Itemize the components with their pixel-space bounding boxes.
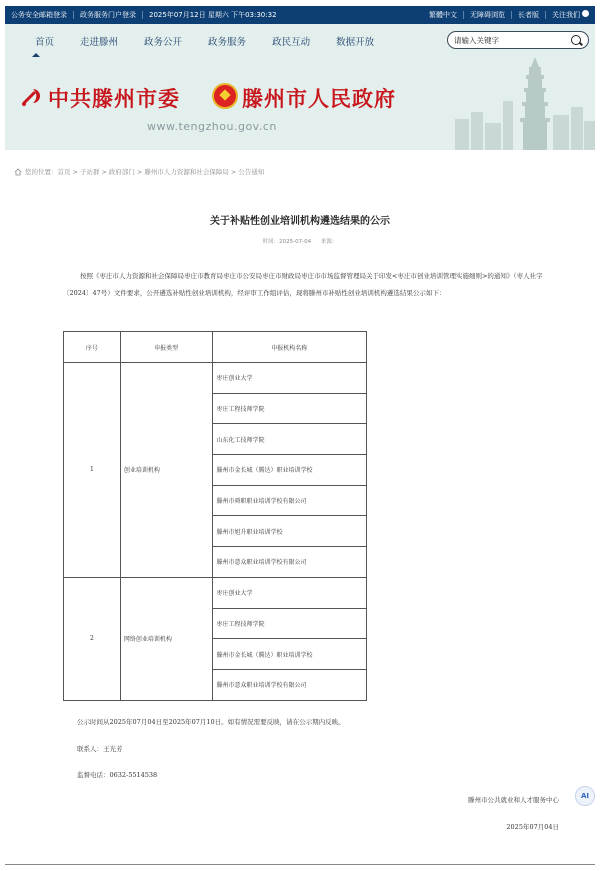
government-title: 滕州市人民政府 [242, 87, 396, 111]
row-index: 1 [64, 363, 121, 578]
follow-us-label: 关注我们 [552, 11, 580, 19]
breadcrumb-separator: > [72, 167, 78, 176]
ai-assistant-button[interactable]: AI [575, 786, 595, 806]
nav-gov-services[interactable]: 政务服务 [208, 36, 247, 48]
nav-interaction[interactable]: 政民互动 [272, 36, 311, 48]
breadcrumb-departments[interactable]: 政府部门 [108, 168, 135, 176]
national-emblem-icon [212, 83, 238, 109]
mailbox-login-link[interactable]: 公务安全邮箱登录 [11, 11, 67, 19]
search-icon[interactable] [571, 35, 582, 46]
search-box [447, 31, 589, 49]
col-header-index: 序号 [64, 332, 121, 363]
nav-about-tengzhou[interactable]: 走进滕州 [80, 36, 119, 48]
home-icon [14, 168, 22, 176]
table-header-row [64, 332, 367, 363]
search-input[interactable] [454, 36, 564, 45]
table-row [64, 363, 367, 394]
row-type: 网络创业培训机构 [120, 577, 212, 700]
notice-period: 公示时间从2025年07月04日至2025年07月10日。如有情况需要反映，请在公示期内反映。 [77, 718, 345, 726]
org-name: 滕州市金长城（腾达）职业培训学校 [212, 639, 367, 670]
breadcrumb-home[interactable]: 首页 [57, 168, 71, 176]
article-meta [5, 237, 595, 245]
article-title: 关于补贴性创业培训机构遴选结果的公示 [210, 216, 390, 227]
org-name: 滕州市意众职业培训学校有限公司 [212, 669, 367, 700]
site-header [5, 24, 595, 150]
article-source: 来源： [320, 239, 338, 245]
breadcrumb-separator: > [230, 167, 237, 176]
nav-gov-affairs[interactable]: 政务公开 [144, 36, 183, 48]
org-name: 枣庄工程技师学院 [212, 608, 367, 639]
date-time: 2025年07月12日 星期六 下午03:30:32 [149, 11, 277, 19]
accessibility-link[interactable]: 无障碍浏览 [470, 11, 505, 19]
follow-us-link[interactable] [546, 10, 595, 20]
org-name: 滕州市旭升职业培训学校 [212, 516, 367, 547]
article-intro: 按照《枣庄市人力资源和社会保障局枣庄市教育局枣庄市公安局枣庄市财政局枣庄市市场监督管理局关于印发<枣庄市创业培训管理实施细则>的通知》（枣人社字〔2024〕47号）文件要求，公开遴选补贴性创业培训机构，经评审工作组评估，现将滕州市补贴性创业培训机构遴选结果公示如下： [63, 272, 543, 297]
breadcrumb-separator: > [101, 167, 107, 176]
top-utility-bar [5, 6, 595, 24]
party-emblem-icon [19, 85, 43, 109]
org-name: 枣庄创业大学 [212, 363, 367, 394]
traditional-chinese-link[interactable]: 繁體中文 [429, 11, 457, 19]
row-index: 2 [64, 577, 121, 700]
breadcrumb-notices[interactable]: 公告通知 [238, 168, 265, 176]
col-header-type: 申报类型 [120, 332, 212, 363]
breadcrumb-prefix: 您的位置： [25, 168, 58, 176]
site-url: www.tengzhou.gov.cn [147, 120, 277, 133]
party-committee-title: 中共滕州市委 [48, 87, 180, 111]
org-name: 枣庄创业大学 [212, 577, 367, 608]
signing-organization: 滕州市公共就业和人才服务中心 [468, 796, 559, 804]
breadcrumb-substations[interactable]: 子站群 [79, 168, 100, 176]
pagoda-skyline-image [455, 57, 595, 150]
article-page [5, 150, 595, 865]
org-name: 枣庄工程技师学院 [212, 393, 367, 424]
org-name: 山东化工技师学院 [212, 424, 367, 455]
wechat-icon [582, 10, 589, 17]
results-table [63, 331, 367, 701]
org-name: 滕州市舜职职业培训学校有限公司 [212, 485, 367, 516]
elder-mode-link[interactable]: 长者版 [518, 11, 539, 19]
row-type: 创业培训机构 [120, 363, 212, 578]
nav-open-data[interactable]: 数据开放 [336, 36, 375, 48]
org-name: 滕州市意众职业培训学校有限公司 [212, 547, 367, 578]
org-name: 滕州市金长城（腾达）职业培训学校 [212, 455, 367, 486]
col-header-org: 申报机构名称 [212, 332, 367, 363]
supervision-phone: 监督电话：0632-5514538 [77, 771, 158, 779]
article-time: 时间：2025-07-04 [262, 239, 312, 245]
breadcrumb [14, 167, 264, 176]
nav-home[interactable]: 首页 [5, 34, 67, 48]
breadcrumb-separator: > [136, 167, 143, 176]
signing-date: 2025年07月04日 [506, 823, 559, 831]
contact-person: 联系人：王光芳 [77, 745, 123, 753]
breadcrumb-hrss-bureau[interactable]: 滕州市人力资源和社会保障局 [144, 168, 229, 176]
portal-login-link[interactable]: 政务服务门户登录 [80, 11, 136, 19]
table-row [64, 577, 367, 608]
banner [5, 57, 595, 150]
